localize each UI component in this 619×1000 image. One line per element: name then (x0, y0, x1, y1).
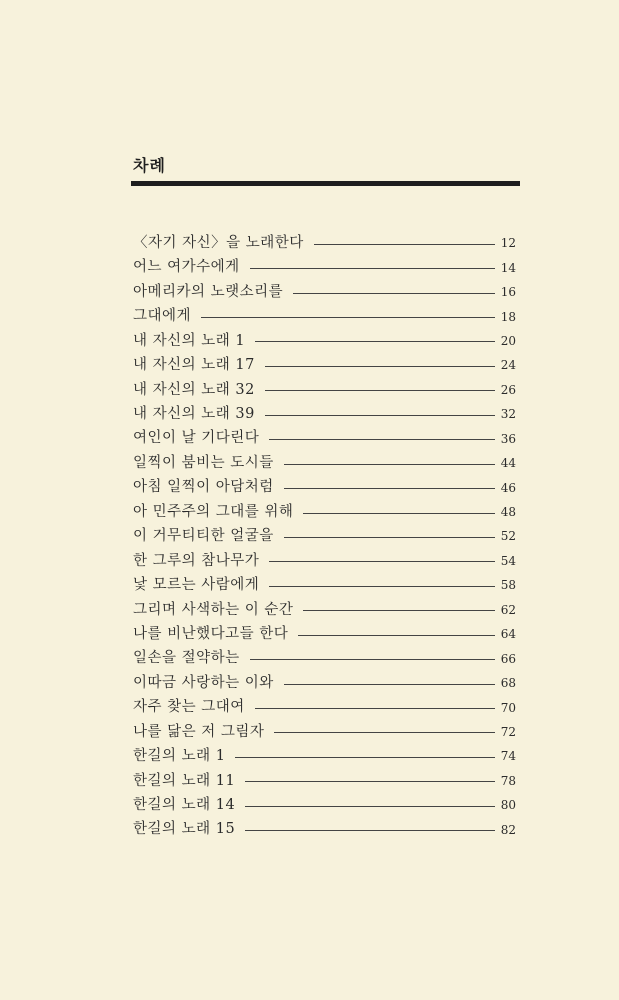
toc-entry-page: 16 (500, 285, 516, 300)
toc-entry[interactable] (133, 304, 516, 328)
toc-entry-page: 54 (500, 553, 516, 568)
toc-entry-title: 아침 일찍이 아담처럼 (133, 479, 274, 496)
toc-entry-page: 18 (500, 309, 516, 324)
toc-entry-title: 그대에게 (133, 308, 192, 325)
toc-leader-line (265, 415, 495, 416)
toc-leader-line (269, 561, 494, 562)
toc-entry-page: 14 (500, 260, 516, 275)
toc-entry[interactable] (133, 378, 516, 402)
toc-entry-title: 한길의 노래 14 (133, 797, 236, 814)
toc-leader-line (284, 537, 495, 538)
toc-leader-line (265, 390, 495, 391)
toc-leader-line (274, 732, 494, 733)
toc-entry[interactable] (133, 402, 516, 426)
toc-entry-title: 나를 비난했다고들 한다 (133, 625, 289, 642)
toc-entry-page: 58 (500, 578, 516, 593)
toc-leader-line (255, 708, 495, 709)
toc-entry-page: 78 (500, 773, 516, 788)
toc-entry[interactable] (133, 769, 516, 793)
toc-leader-line (284, 464, 495, 465)
toc-entry-page: 80 (500, 798, 516, 813)
toc-entry[interactable] (133, 744, 516, 768)
toc-entry-page: 48 (500, 505, 516, 520)
toc-entry[interactable] (133, 475, 516, 499)
toc-leader-line (293, 293, 495, 294)
toc-entry-page: 74 (500, 749, 516, 764)
toc-leader-line (269, 586, 494, 587)
toc-entry-page: 64 (500, 627, 516, 642)
toc-leader-line (250, 659, 495, 660)
toc-entry-page: 26 (500, 382, 516, 397)
toc-entry-title: 한 그루의 참나무가 (133, 552, 260, 569)
toc-leader-line (303, 513, 494, 514)
toc-entry-page: 20 (500, 333, 516, 348)
toc-leader-line (284, 488, 495, 489)
toc-leader-line (284, 684, 495, 685)
toc-entry-title: 여인이 날 기다린다 (133, 430, 260, 447)
toc-leader-line (245, 806, 495, 807)
toc-entry-page: 52 (500, 529, 516, 544)
toc-leader-line (245, 781, 495, 782)
toc-leader-line (269, 439, 494, 440)
toc-entry[interactable] (133, 280, 516, 304)
toc-entry[interactable] (133, 720, 516, 744)
toc-entry[interactable] (133, 695, 516, 719)
toc-entry[interactable] (133, 427, 516, 451)
toc-entry-title: 아메리카의 노랫소리를 (133, 283, 284, 300)
toc-leader-line (250, 268, 495, 269)
toc-entry-page: 12 (500, 236, 516, 251)
toc-entry-title: 아 민주주의 그대를 위해 (133, 503, 294, 520)
toc-entry[interactable] (133, 255, 516, 279)
toc-entry-page: 24 (500, 358, 516, 373)
toc-entry[interactable] (133, 500, 516, 524)
toc-entry[interactable] (133, 598, 516, 622)
toc-entry-title: 그리며 사색하는 이 순간 (133, 601, 294, 618)
toc-entry[interactable] (133, 818, 516, 842)
toc-entry[interactable] (133, 329, 516, 353)
toc-entry-page: 70 (500, 700, 516, 715)
heading-rule (131, 181, 520, 186)
toc-entry-page: 36 (500, 431, 516, 446)
toc-entry-title: 〈자기 자신〉을 노래한다 (133, 234, 304, 251)
toc-entry[interactable] (133, 671, 516, 695)
toc-entry[interactable] (133, 451, 516, 475)
toc-entry-title: 일찍이 붐비는 도시들 (133, 454, 274, 471)
toc-heading: 차례 (133, 156, 166, 175)
toc-entry-title: 나를 닮은 저 그림자 (133, 723, 265, 740)
toc-entry-title: 내 자신의 노래 39 (133, 406, 255, 423)
toc-leader-line (201, 317, 495, 318)
toc-leader-line (314, 244, 495, 245)
toc-entry-title: 일손을 절약하는 (133, 650, 240, 667)
toc-leader-line (265, 366, 495, 367)
toc-entry[interactable] (133, 549, 516, 573)
toc-entry-title: 한길의 노래 11 (133, 772, 236, 789)
toc-entry-title: 한길의 노래 1 (133, 748, 226, 765)
toc-entry-page: 46 (500, 480, 516, 495)
toc-entry-title: 한길의 노래 15 (133, 821, 236, 838)
toc-entry-page: 62 (500, 602, 516, 617)
toc-entry-title: 이 거무티티한 얼굴을 (133, 528, 274, 545)
toc-entry-title: 내 자신의 노래 17 (133, 357, 255, 374)
toc-entry[interactable] (133, 524, 516, 548)
toc-entry[interactable] (133, 622, 516, 646)
toc-entry-page: 44 (500, 456, 516, 471)
toc-leader-line (235, 757, 494, 758)
toc-entry-title: 자주 찾는 그대여 (133, 699, 245, 716)
toc-entry[interactable] (133, 231, 516, 255)
toc-leader-line (255, 341, 495, 342)
toc-entry-title: 이따금 사랑하는 이와 (133, 674, 274, 691)
toc-entry-title: 내 자신의 노래 32 (133, 381, 255, 398)
toc-leader-line (298, 635, 494, 636)
toc-entry[interactable] (133, 353, 516, 377)
table-of-contents (133, 231, 516, 842)
toc-entry-title: 낯 모르는 사람에게 (133, 577, 260, 594)
toc-entry-title: 어느 여가수에게 (133, 259, 240, 276)
toc-entry-title: 내 자신의 노래 1 (133, 332, 246, 349)
toc-entry-page: 66 (500, 651, 516, 666)
toc-entry-page: 72 (500, 724, 516, 739)
toc-entry[interactable] (133, 573, 516, 597)
toc-entry-page: 82 (500, 822, 516, 837)
toc-leader-line (303, 610, 494, 611)
toc-entry[interactable] (133, 793, 516, 817)
toc-leader-line (245, 830, 495, 831)
toc-entry[interactable] (133, 646, 516, 670)
toc-entry-page: 32 (500, 407, 516, 422)
toc-entry-page: 68 (500, 676, 516, 691)
